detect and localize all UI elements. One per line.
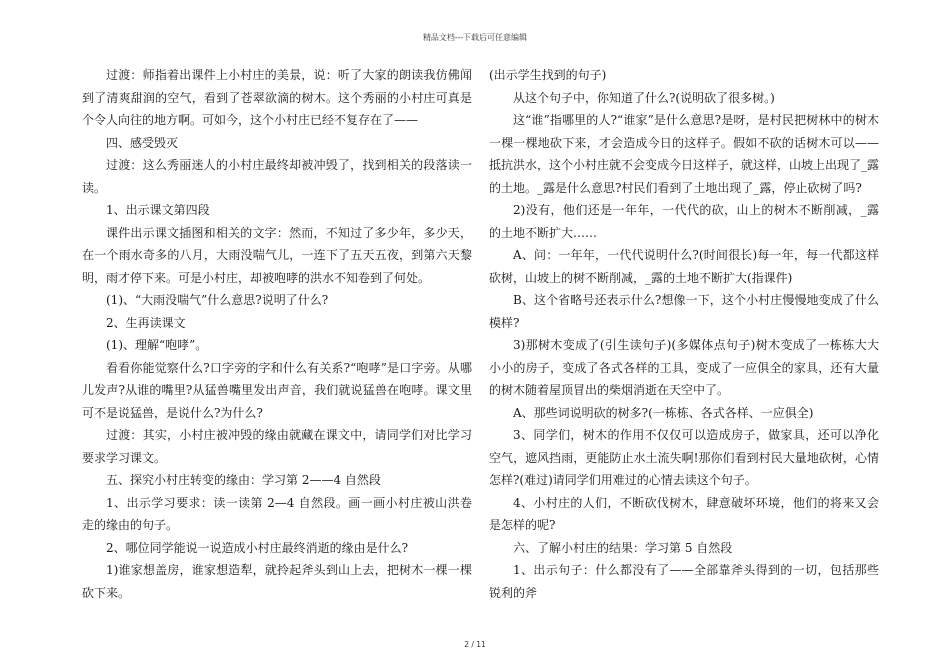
list-item: B、这个省略号还表示什么?想像一下，这个小村庄慢慢地变成了什么模样?: [489, 293, 879, 330]
paragraph: (出示学生找到的句子): [489, 68, 607, 82]
list-item: 3、同学们，树木的作用不仅仅可以造成房子，做家具，还可以净化空气，遮风挡雨，更能防止水土流失啊!那你们看到村民大量地砍树，心情怎样?(难过)请同学们用难过的心情去读这个句子。: [489, 428, 879, 487]
paragraph: 课件出示课文插图和相关的文字：然而，不知过了多少年，多少天，在一个雨水奇多的八月，大雨没喘气儿，一连下了五天五夜，到第六天黎明，雨才停下来。可是小村庄，却被咆哮的洪水不知卷到了何处。: [82, 225, 472, 285]
paragraph: 过渡：师指着出课件上小村庄的美景，说：听了大家的朗读我仿佛闻到了清爽甜润的空气，看到了苍翠欲滴的树木。这个秀丽的小村庄可真是个令人向往的地方啊。可如今，这个小村庄已经不复存在了——: [82, 68, 472, 127]
list-item: 1、出示学习要求：读一读第 2—4 自然段。画一画小村庄被山洪卷走的缘由的句子。: [82, 495, 472, 532]
section-heading: 五、探究小村庄转变的缘由：学习第 2——4 自然段: [106, 473, 381, 487]
paragraph: 从这个句子中，你知道了什么?(说明砍了很多树。): [513, 90, 775, 105]
page-number: 2 / 11: [464, 640, 486, 649]
list-item: 1、出示课文第四段: [106, 203, 210, 217]
list-item: 2、生再读课文: [106, 315, 186, 330]
section-heading: 六、了解小村庄的结果：学习第 5 自然段: [513, 540, 733, 555]
page-header: 精品文档---下载后可任意编辑: [422, 33, 528, 42]
right-column: [489, 64, 879, 604]
paragraph: 2)没有，他们还是一年年，一代代的砍，山上的树木不断削减，_露的土地不断扩大……: [489, 203, 879, 240]
paragraph: 3)那树木变成了(引生读句子)(多媒体点句子)树木变成了一栋栋大大小小的房子，变成了各式各样的工具，变成了一应俱全的家具，还有大量的树木随着屋顶冒出的柴烟消逝在天空中了。: [489, 338, 879, 397]
list-item: (1)、理解“咆哮”。: [106, 338, 208, 352]
paragraph: 这“谁”指哪里的人?“谁家”是什么意思?是呀，是村民把树林中的树木一棵一棵地砍下来，才会造成今日的这样子。假如不砍的话树木可以——抵抗洪水，这个小村庄就不会变成今日这样子，就这样，山坡上出现了_露的土地。_露是什么意思?村民们看到了土地出现了_露，停止砍树了吗?: [489, 113, 880, 195]
list-item: 1)谁家想盖房，谁家想造犁，就拎起斧头到山上去，把树木一棵一棵砍下来。: [82, 563, 472, 600]
paragraph: 过渡：其实，小村庄被冲毁的缘由就藏在课文中，请同学们对比学习要求学习课文。: [82, 428, 472, 465]
list-item: 2、哪位同学能说一说造成小村庄最终消逝的缘由是什么?: [106, 540, 409, 555]
list-item: 1、出示句子：什么都没有了——全部靠斧头得到的一切，包括那些锐利的斧: [489, 563, 879, 600]
paragraph: 看看你能觉察什么?口字旁的字和什么有关系?“咆哮”是口字旁。从哪儿发声?从谁的嘴里?从猛兽嘴里发出声音，我们就说猛兽在咆哮。课文里可不是说猛兽，是说什么?为什么?: [82, 360, 472, 420]
list-item: (1)、“大雨没喘气”什么意思?说明了什么?: [106, 293, 329, 307]
section-heading: 四、感受毁灭: [106, 135, 179, 150]
paragraph: 过渡：这么秀丽迷人的小村庄最终却被冲毁了，找到相关的段落读一读。: [82, 158, 472, 195]
left-column: [82, 64, 472, 604]
list-item: A、那些词说明砍的树多?(一栋栋、各式各样、一应俱全): [513, 405, 814, 420]
list-item: 4、小村庄的人们，不断砍伐树木，肆意破坏环境，他们的将来又会是怎样的呢?: [489, 495, 879, 532]
list-item: A、问：一年年，一代代说明什么?(时间很长)每一年，每一代都这样砍树，山坡上的树不断削减，_露的土地不断扩大(指课件): [489, 248, 879, 285]
